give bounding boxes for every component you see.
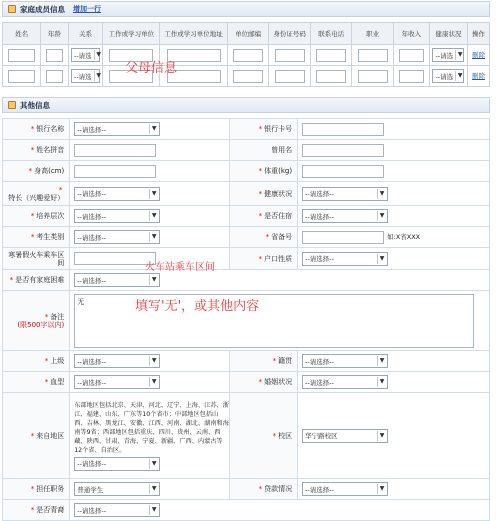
remark-note: 填写'无'，或其他内容 bbox=[135, 299, 260, 314]
phone-input[interactable] bbox=[316, 70, 346, 83]
income-input[interactable] bbox=[399, 70, 424, 83]
bank-card-input[interactable] bbox=[302, 123, 384, 136]
chevron-down-icon: ▼ bbox=[149, 275, 158, 285]
province-label: 省备号 bbox=[271, 233, 293, 241]
exam-type-select[interactable]: --请选择-- ▼ bbox=[74, 230, 160, 244]
origin-select[interactable]: --请选择-- ▼ bbox=[74, 457, 160, 471]
duty-label: 担任职务 bbox=[36, 485, 65, 493]
weight-label: 体重(kg) bbox=[264, 167, 293, 175]
family-table bbox=[2, 22, 490, 87]
remark-label: 备注 bbox=[50, 312, 65, 321]
weight-input[interactable] bbox=[302, 165, 384, 178]
bank-name-select[interactable]: --请选择-- ▼ bbox=[74, 122, 160, 136]
resident-label: 是否住宿 bbox=[264, 212, 293, 220]
chevron-down-icon: ▼ bbox=[377, 211, 386, 221]
col-header: 工作或学习单位地址 bbox=[160, 23, 228, 45]
id-number-input[interactable] bbox=[275, 70, 305, 83]
id-number-input[interactable] bbox=[275, 49, 305, 62]
height-input[interactable] bbox=[74, 165, 156, 178]
chevron-down-icon: ▼ bbox=[455, 71, 464, 81]
ethnicity-select[interactable]: --请选择-- ▼ bbox=[302, 354, 388, 368]
col-header: 关系 bbox=[68, 23, 103, 45]
relation-select[interactable]: --请选 ▼ bbox=[71, 48, 100, 62]
postcode-input[interactable] bbox=[233, 49, 263, 62]
other-section-title: 其他信息 bbox=[20, 100, 50, 110]
chevron-down-icon: ▼ bbox=[455, 50, 464, 60]
former-name-label: 曾用名 bbox=[271, 146, 293, 154]
chevron-down-icon: ▼ bbox=[377, 377, 386, 387]
chevron-down-icon: ▼ bbox=[149, 124, 158, 134]
ethnicity-label: 籍贯 bbox=[278, 357, 293, 365]
health-select[interactable]: --请选 ▼ bbox=[432, 69, 464, 83]
pinyin-label: 姓名拼音 bbox=[36, 146, 65, 154]
chevron-down-icon: ▼ bbox=[149, 459, 158, 469]
chevron-down-icon: ▼ bbox=[149, 356, 158, 366]
youth-select[interactable]: --请选择-- ▼ bbox=[74, 503, 160, 517]
chevron-down-icon: ▼ bbox=[149, 189, 158, 199]
parents-info-note: 父母信息 bbox=[125, 61, 178, 76]
bank-name-label: 银行名称 bbox=[36, 125, 65, 133]
vacation-label: 寒暑假火车乘车区间 bbox=[8, 250, 65, 267]
col-header: 联系电话 bbox=[310, 23, 351, 45]
chevron-down-icon: ▼ bbox=[377, 356, 386, 366]
other-section-header bbox=[2, 97, 490, 113]
chevron-down-icon: ▼ bbox=[94, 50, 103, 60]
occupation-input[interactable] bbox=[358, 49, 388, 62]
family-section-title: 家庭成员信息 bbox=[20, 4, 65, 14]
loan-label: 贷款情况 bbox=[264, 485, 293, 493]
remark-textarea[interactable]: 无 bbox=[74, 294, 474, 348]
age-input[interactable] bbox=[46, 70, 63, 83]
health-label: 健康状况 bbox=[264, 189, 293, 198]
duty-select[interactable]: 普通学生 ▼ bbox=[74, 482, 160, 496]
health-status-select[interactable]: --请选择-- ▼ bbox=[302, 187, 388, 201]
chevron-down-icon: ▼ bbox=[94, 71, 103, 81]
blood-label: 血型 bbox=[50, 378, 65, 386]
loan-select[interactable]: --请选择-- ▼ bbox=[302, 482, 388, 496]
col-header: 工作或学习单位 bbox=[103, 23, 160, 45]
marital-label: 婚姻状况 bbox=[264, 378, 293, 386]
delete-link[interactable]: 删除 bbox=[472, 72, 486, 80]
grade-label: 上级 bbox=[50, 357, 65, 365]
col-header: 年收入 bbox=[393, 23, 429, 45]
chevron-down-icon: ▼ bbox=[377, 189, 386, 199]
chevron-down-icon: ▼ bbox=[377, 431, 386, 441]
col-header: 单位邮编 bbox=[227, 23, 268, 45]
phone-input[interactable] bbox=[316, 49, 346, 62]
add-row-link[interactable]: 增加一行 bbox=[73, 5, 101, 13]
other-info-table: * 银行名称 --请选择-- ▼ * 银行卡号 * 姓名拼音 曾用名 * 身高(cm) * 体重(kg) *特长（兴趣爱好） --请选择-- ▼ * 健康状况 --请选择-- ▼ * 培养层次 --请选择-- ▼ * 是否住宿 --请选择-- ▼ * 考生类别 --请选择-- ▼ * 省备号 如:X省XXX 寒暑假火车乘车区间 * 户口性质 --请选择-- ▼ * 是否有家庭困难 --请选择-- ▼ * 备注 (限500字以内) 无 * 上级 --请选择-- ▼ * 籍贯 --请选择-- ▼ * 血型 --请选择-- ▼ * 婚姻状况 --请选择-- ▼ * 来自地区 东部地区包括北京、天津、河北、辽宁、上海、江苏、浙江、福建、山东、广东等10个省市；中部地区包括山西、吉林、黑龙江、安徽、江西、河南、湖北、湖南和海南等9省；西部地区包括重庆、四川、贵州、云南、西藏、陕西、甘肃、青海、宁夏、新疆、广西、内蒙古等12个省、自治区。 --请选择-- ▼ * 校区 华宁路校区 ▼ * 担任职务 普通学生 ▼ * 贷款情况 --请选择-- ▼ * 是否青裔 --请选择-- ▼ bbox=[2, 118, 490, 521]
col-header: 身份证号码 bbox=[269, 23, 310, 45]
col-header: 姓名 bbox=[3, 23, 41, 45]
family-section-header bbox=[2, 1, 490, 17]
train-level-select[interactable]: --请选择-- ▼ bbox=[74, 209, 160, 223]
occupation-input[interactable] bbox=[358, 70, 388, 83]
chevron-down-icon: ▼ bbox=[149, 505, 158, 515]
difficulty-select[interactable]: --请选择-- ▼ bbox=[74, 273, 160, 287]
chevron-down-icon: ▼ bbox=[149, 484, 158, 494]
chevron-down-icon: ▼ bbox=[377, 484, 386, 494]
hukou-label: 户口性质 bbox=[264, 254, 293, 263]
vacation-input[interactable] bbox=[74, 252, 156, 265]
remark-limit: (限500字以内) bbox=[17, 320, 65, 329]
col-header: 健康状况 bbox=[429, 23, 467, 45]
exam-type-label: 考生类别 bbox=[36, 233, 65, 241]
postcode-input[interactable] bbox=[233, 70, 263, 83]
train-level-label: 培养层次 bbox=[36, 212, 65, 220]
table-row bbox=[3, 66, 490, 87]
health-select[interactable]: --请选 ▼ bbox=[432, 48, 464, 62]
origin-description: 东部地区包括北京、天津、河北、辽宁、上海、江苏、浙江、福建、山东、广东等10个省市；中部地区包括山西、吉林、黑龙江、安徽、江西、河南、湖北、湖南和海南等9省；西部地区包括重庆、四川、贵州、云南、西藏、陕西、甘肃、青海、宁夏、新疆、广西、内蒙古等12个省、自治区。 bbox=[74, 401, 229, 454]
bank-card-label: 银行卡号 bbox=[264, 125, 293, 133]
chevron-down-icon: ▼ bbox=[377, 254, 386, 264]
chevron-down-icon: ▼ bbox=[149, 211, 158, 221]
former-name-input[interactable] bbox=[302, 144, 384, 157]
chevron-down-icon: ▼ bbox=[149, 377, 158, 387]
section-icon bbox=[8, 5, 16, 13]
pinyin-input[interactable] bbox=[74, 144, 156, 157]
campus-select[interactable]: 华宁路校区 ▼ bbox=[302, 429, 388, 443]
hobby-select[interactable]: --请选择-- ▼ bbox=[74, 187, 160, 201]
hobby-label: 特长（兴趣爱好） bbox=[8, 193, 65, 202]
family-table-header bbox=[3, 23, 490, 45]
campus-label: 校区 bbox=[278, 431, 293, 440]
age-input[interactable] bbox=[46, 49, 63, 62]
name-input[interactable] bbox=[8, 70, 35, 83]
col-header: 职业 bbox=[352, 23, 393, 45]
col-header: 年龄 bbox=[41, 23, 68, 45]
chevron-down-icon: ▼ bbox=[149, 232, 158, 242]
origin-label: 来自地区 bbox=[36, 431, 65, 440]
train-interval-note: 火车站乘车区间 bbox=[145, 262, 215, 273]
section-icon bbox=[8, 101, 16, 109]
col-header: 操作 bbox=[468, 23, 490, 45]
difficulty-label: 是否有家庭困难 bbox=[15, 276, 65, 284]
height-label: 身高(cm) bbox=[34, 167, 65, 175]
delete-link[interactable]: 删除 bbox=[472, 51, 486, 59]
blood-select[interactable]: --请选择-- ▼ bbox=[74, 375, 160, 389]
resident-select[interactable]: --请选择-- ▼ bbox=[302, 209, 388, 223]
province-input[interactable] bbox=[302, 231, 384, 244]
province-hint: 如:X省XXX bbox=[387, 233, 421, 241]
table-row bbox=[3, 45, 490, 66]
hukou-select[interactable]: --请选择-- ▼ bbox=[302, 252, 388, 266]
marital-select[interactable]: --请选择-- ▼ bbox=[302, 375, 388, 389]
name-input[interactable] bbox=[8, 49, 35, 62]
youth-label: 是否青裔 bbox=[36, 506, 65, 514]
income-input[interactable] bbox=[399, 49, 424, 62]
grade-select[interactable]: --请选择-- ▼ bbox=[74, 354, 160, 368]
relation-select[interactable]: --请选 ▼ bbox=[71, 69, 100, 83]
